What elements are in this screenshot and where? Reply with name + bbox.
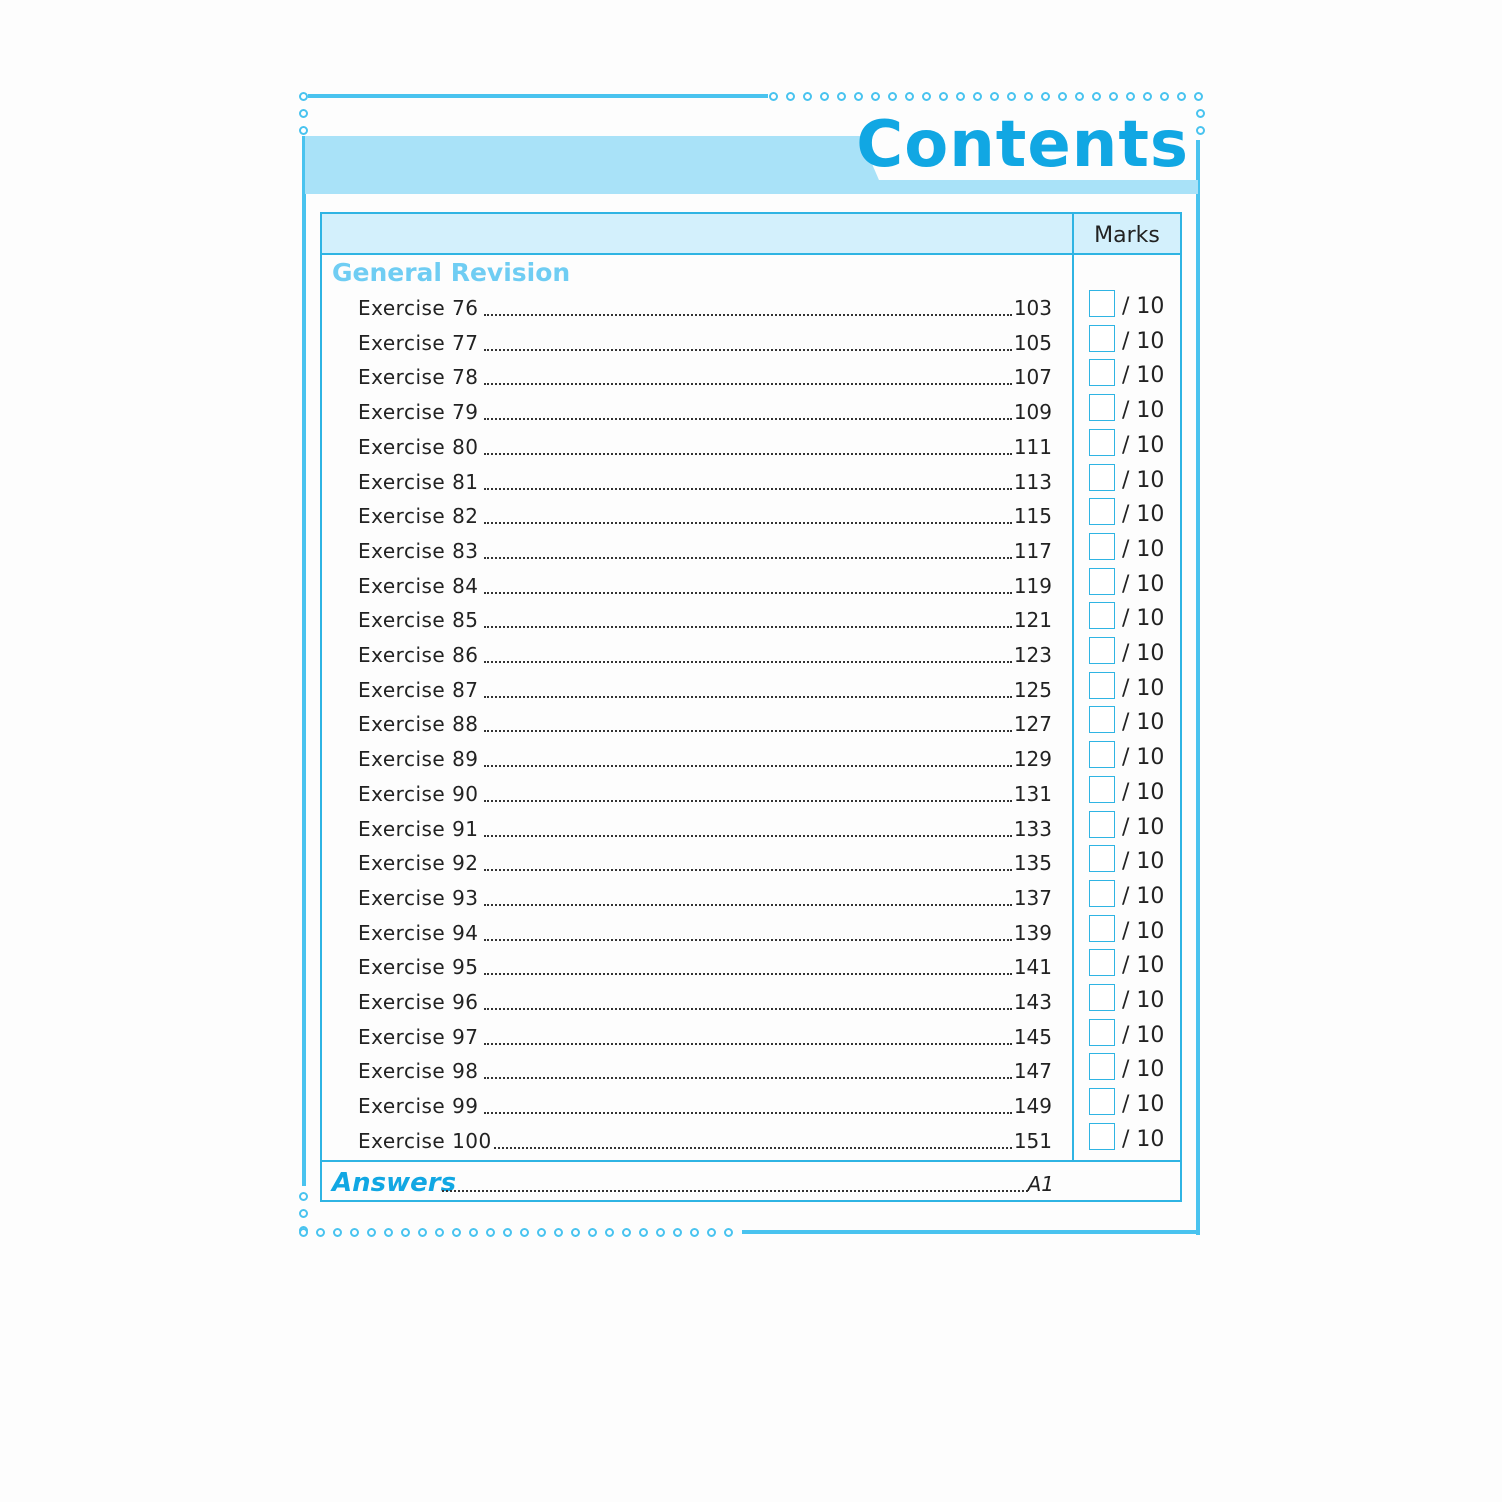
table-row: [322, 1023, 1180, 1057]
exercise-page-number: 151: [1013, 1128, 1052, 1153]
right-border-line: [1196, 140, 1200, 1235]
border-dot: [299, 92, 308, 101]
exercise-label: Exercise 94: [358, 920, 479, 945]
border-dot: [769, 92, 778, 101]
exercise-label: Exercise 76: [358, 296, 479, 320]
mark-entry-box[interactable]: [1089, 776, 1115, 803]
exercise-page-number: 133: [1013, 816, 1052, 841]
dot-leader: [484, 418, 1012, 420]
mark-out-of: / 10: [1122, 571, 1165, 597]
mark-out-of: / 10: [1122, 432, 1165, 458]
exercise-page-number: 147: [1013, 1059, 1052, 1084]
border-dot: [299, 1228, 308, 1237]
dot-leader: [484, 488, 1012, 490]
mark-out-of: / 10: [1122, 1126, 1165, 1152]
border-dot: [571, 1228, 580, 1237]
border-dot: [639, 1228, 648, 1237]
mark-entry-box[interactable]: [1089, 637, 1115, 664]
exercise-label: Exercise 96: [358, 990, 479, 1014]
dot-leader: [484, 383, 1012, 385]
exercise-page-number: 129: [1013, 747, 1052, 772]
border-dot: [520, 1228, 529, 1237]
border-dot: [922, 92, 931, 101]
exercise-label: Exercise 79: [358, 400, 479, 425]
table-row: [322, 433, 1180, 467]
exercise-page-number: 105: [1013, 330, 1052, 355]
mark-out-of: / 10: [1122, 294, 1165, 319]
section-title: General Revision: [332, 258, 571, 287]
border-dot: [401, 1228, 410, 1237]
exercise-page-number: 113: [1013, 469, 1052, 494]
exercise-page-number: 109: [1013, 400, 1052, 425]
mark-out-of: / 10: [1122, 641, 1165, 666]
exercise-label: Exercise 82: [358, 504, 479, 529]
table-row: [322, 537, 1180, 571]
exercise-label: Exercise 86: [358, 643, 479, 667]
border-dot: [724, 1228, 733, 1237]
border-dot: [1007, 92, 1016, 101]
mark-entry-box[interactable]: [1089, 915, 1115, 942]
mark-entry-box[interactable]: [1089, 1088, 1115, 1115]
mark-out-of: / 10: [1122, 363, 1165, 389]
exercise-page-number: 117: [1013, 538, 1052, 563]
border-dot: [333, 1228, 342, 1237]
exercise-label: Exercise 97: [358, 1024, 479, 1049]
mark-entry-box[interactable]: [1089, 498, 1115, 525]
border-dot: [837, 92, 846, 101]
mark-out-of: / 10: [1122, 536, 1165, 562]
dot-leader: [484, 1077, 1012, 1079]
dot-leader: [484, 592, 1012, 594]
border-dot: [622, 1228, 631, 1237]
border-dot: [1196, 109, 1205, 118]
table-row: [322, 1092, 1180, 1126]
table-row: [322, 745, 1180, 779]
top-border-line: [308, 94, 768, 98]
header-band: [305, 136, 885, 194]
border-dot: [803, 92, 812, 101]
border-dot: [1092, 92, 1101, 101]
exercise-label: Exercise 84: [358, 573, 479, 598]
border-dot: [299, 126, 308, 135]
mark-out-of: / 10: [1122, 328, 1165, 354]
dot-leader: [484, 626, 1012, 628]
border-dot: [956, 92, 965, 101]
border-dot: [367, 1228, 376, 1237]
border-dot: [854, 92, 863, 101]
border-dot: [435, 1228, 444, 1237]
exercise-page-number: 111: [1013, 434, 1052, 459]
mark-entry-box[interactable]: [1089, 811, 1115, 838]
mark-entry-box[interactable]: [1089, 949, 1115, 976]
border-dot: [316, 1228, 325, 1237]
dot-leader: [484, 696, 1012, 698]
right-top-dots: [1196, 109, 1205, 143]
table-row: [322, 919, 1180, 953]
table-row: [322, 572, 1180, 606]
exercise-page-number: 143: [1013, 990, 1052, 1014]
table-row: [322, 363, 1180, 397]
exercise-label: Exercise 90: [358, 781, 479, 806]
answers-divider: [322, 1160, 1180, 1162]
border-dot: [503, 1228, 512, 1237]
exercise-label: Exercise 95: [358, 955, 479, 980]
border-dot: [554, 1228, 563, 1237]
mark-out-of: / 10: [1122, 467, 1165, 493]
border-dot: [939, 92, 948, 101]
mark-out-of: / 10: [1122, 1057, 1165, 1083]
border-dot: [690, 1228, 699, 1237]
border-dot: [605, 1228, 614, 1237]
mark-out-of: / 10: [1122, 745, 1165, 771]
border-dot: [707, 1228, 716, 1237]
border-dot: [384, 1228, 393, 1237]
answers-label: Answers: [332, 1168, 457, 1198]
table-row: [322, 468, 1180, 502]
exercise-page-number: 141: [1013, 955, 1052, 980]
mark-out-of: / 10: [1122, 606, 1165, 632]
exercise-label: Exercise 81: [358, 469, 479, 494]
table-row: [322, 884, 1180, 918]
dot-leader: [484, 730, 1012, 732]
exercise-label: Exercise 85: [358, 608, 479, 633]
table-row: [322, 780, 1180, 814]
exercise-label: Exercise 77: [358, 330, 479, 355]
exercise-label: Exercise 91: [358, 816, 479, 841]
border-dot: [452, 1228, 461, 1237]
exercise-page-number: 139: [1013, 920, 1052, 945]
border-dot: [299, 109, 308, 118]
table-row: [322, 1127, 1180, 1161]
header-band-underline: [860, 180, 1198, 194]
exercise-label: Exercise 89: [358, 747, 479, 772]
mark-entry-box[interactable]: [1089, 325, 1115, 352]
bottom-border-dots: [299, 1228, 741, 1237]
table-row: [322, 398, 1180, 432]
table-row: [322, 815, 1180, 849]
mark-out-of: / 10: [1122, 779, 1165, 805]
dot-leader: [484, 973, 1012, 975]
exercise-page-number: 103: [1013, 296, 1052, 320]
table-row: [322, 606, 1180, 640]
mark-out-of: / 10: [1122, 502, 1165, 528]
bottom-border-line: [742, 1230, 1200, 1234]
table-header: [322, 214, 1180, 255]
border-dot: [820, 92, 829, 101]
table-row: [322, 953, 1180, 987]
left-border-line: [302, 136, 306, 1186]
exercise-label: Exercise 83: [358, 538, 479, 563]
dot-leader: [484, 1008, 1012, 1010]
contents-table: [320, 212, 1182, 1202]
dot-leader: [484, 765, 1012, 767]
border-dot: [537, 1228, 546, 1237]
exercise-page-number: 131: [1013, 781, 1052, 806]
mark-entry-box[interactable]: [1089, 1053, 1115, 1080]
answers-page-number: A1: [1027, 1172, 1054, 1196]
mark-out-of: / 10: [1122, 1092, 1165, 1118]
exercise-page-number: 121: [1013, 608, 1052, 633]
dot-leader: [484, 522, 1012, 524]
exercise-page-number: 135: [1013, 851, 1052, 876]
exercise-label: Exercise 99: [358, 1094, 479, 1119]
mark-entry-box[interactable]: [1089, 880, 1115, 907]
table-row: [322, 988, 1180, 1022]
dot-leader: [484, 869, 1012, 871]
border-dot: [1109, 92, 1118, 101]
border-dot: [350, 1228, 359, 1237]
exercise-label: Exercise 78: [358, 365, 479, 390]
mark-entry-box[interactable]: [1089, 394, 1115, 421]
dot-leader: [484, 835, 1012, 837]
border-dot: [299, 1209, 308, 1218]
mark-entry-box[interactable]: [1089, 533, 1115, 560]
table-row: [322, 849, 1180, 883]
border-dot: [1126, 92, 1135, 101]
dot-leader: [484, 939, 1012, 941]
mark-entry-box[interactable]: [1089, 984, 1115, 1011]
exercise-page-number: 119: [1013, 573, 1052, 598]
border-dot: [1143, 92, 1152, 101]
dot-leader: [484, 349, 1012, 351]
border-dot: [1075, 92, 1084, 101]
mark-out-of: / 10: [1122, 814, 1165, 840]
mark-entry-box[interactable]: [1089, 429, 1115, 456]
border-dot: [1160, 92, 1169, 101]
exercise-page-number: 107: [1013, 365, 1052, 390]
exercise-label: Exercise 98: [358, 1059, 479, 1084]
table-row: [322, 329, 1180, 363]
border-dot: [1196, 126, 1205, 135]
dot-leader: [484, 1112, 1012, 1114]
border-dot: [786, 92, 795, 101]
dot-leader: [484, 800, 1012, 802]
mark-out-of: / 10: [1122, 1022, 1165, 1048]
border-dot: [673, 1228, 682, 1237]
mark-entry-box[interactable]: [1089, 1123, 1115, 1150]
border-dot: [888, 92, 897, 101]
top-border-dots: [769, 92, 1211, 101]
border-dot: [1177, 92, 1186, 101]
mark-out-of: / 10: [1122, 849, 1165, 875]
border-dot: [418, 1228, 427, 1237]
mark-entry-box[interactable]: [1089, 464, 1115, 491]
dot-leader: [484, 557, 1012, 559]
mark-entry-box[interactable]: [1089, 1019, 1115, 1046]
table-row: [322, 676, 1180, 710]
border-dot: [588, 1228, 597, 1237]
border-dot: [469, 1228, 478, 1237]
mark-entry-box[interactable]: [1089, 845, 1115, 872]
mark-out-of: / 10: [1122, 988, 1165, 1013]
exercise-page-number: 115: [1013, 504, 1052, 529]
mark-entry-box[interactable]: [1089, 741, 1115, 768]
exercise-label: Exercise 93: [358, 885, 479, 910]
exercise-label: Exercise 87: [358, 677, 479, 702]
border-dot: [1041, 92, 1050, 101]
dot-leader: [494, 1147, 1012, 1149]
exercise-label: Exercise 80: [358, 434, 479, 459]
mark-entry-box[interactable]: [1089, 359, 1115, 386]
dot-leader: [484, 1043, 1012, 1045]
exercise-label: Exercise 100: [358, 1128, 492, 1153]
border-dot: [905, 92, 914, 101]
dot-leader: [484, 453, 1012, 455]
table-row: [322, 710, 1180, 744]
border-dot: [656, 1228, 665, 1237]
border-dot: [486, 1228, 495, 1237]
mark-out-of: / 10: [1122, 883, 1165, 909]
exercise-page-number: 125: [1013, 677, 1052, 702]
exercise-page-number: 123: [1013, 643, 1052, 667]
exercise-label: Exercise 92: [358, 851, 479, 876]
mark-out-of: / 10: [1122, 675, 1165, 701]
mark-out-of: / 10: [1122, 953, 1165, 979]
mark-out-of: / 10: [1122, 710, 1165, 736]
exercise-page-number: 127: [1013, 712, 1052, 737]
answers-dot-leader: [442, 1190, 1028, 1192]
exercise-page-number: 137: [1013, 885, 1052, 910]
table-row: [322, 502, 1180, 536]
mark-entry-box[interactable]: [1089, 290, 1115, 317]
border-dot: [1024, 92, 1033, 101]
table-row: [322, 1057, 1180, 1091]
dot-leader: [484, 904, 1012, 906]
exercise-page-number: 145: [1013, 1024, 1052, 1049]
border-dot: [299, 1192, 308, 1201]
mark-out-of: / 10: [1122, 398, 1165, 424]
table-row: [322, 294, 1180, 328]
border-dot: [990, 92, 999, 101]
border-dot: [1194, 92, 1203, 101]
border-dot: [1058, 92, 1067, 101]
mark-entry-box[interactable]: [1089, 602, 1115, 629]
border-dot: [973, 92, 982, 101]
exercise-page-number: 149: [1013, 1094, 1052, 1119]
border-dot: [871, 92, 880, 101]
dot-leader: [484, 661, 1012, 663]
mark-entry-box[interactable]: [1089, 706, 1115, 733]
mark-out-of: / 10: [1122, 918, 1165, 944]
marks-column-header: Marks: [1094, 223, 1160, 248]
mark-entry-box[interactable]: [1089, 568, 1115, 595]
table-row: [322, 641, 1180, 675]
page-title: Contents: [856, 108, 1189, 182]
exercise-label: Exercise 88: [358, 712, 479, 737]
mark-entry-box[interactable]: [1089, 672, 1115, 699]
dot-leader: [484, 314, 1012, 316]
